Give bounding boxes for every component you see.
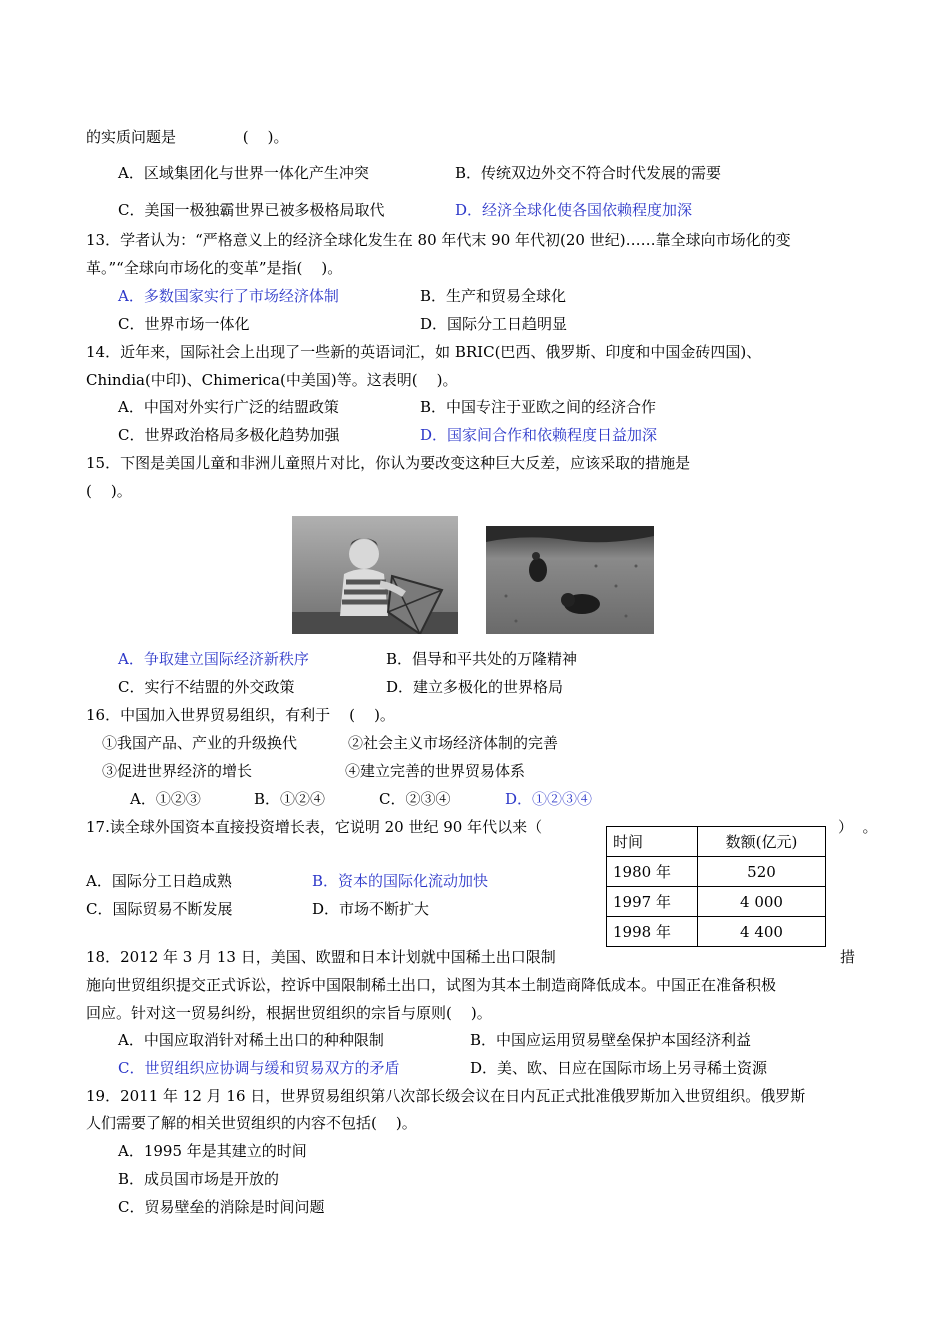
q19-stem-line1: 19．2011 年 12 月 16 日，世界贸易组织第八次部长级会议在日内瓦正式批准俄罗斯加入世贸组织。俄罗斯 bbox=[86, 1087, 806, 1105]
q14-option-b: B．中国专注于亚欧之间的经济合作 bbox=[420, 398, 657, 416]
q15-stem-line2: ( )。 bbox=[86, 482, 132, 500]
african-child-photo bbox=[486, 526, 654, 634]
q14-option-d: D．国家间合作和依赖程度日益加深 bbox=[420, 426, 658, 444]
q18-option-a: A．中国应取消针对稀土出口的种种限制 bbox=[118, 1031, 384, 1049]
q13-option-a: A．多数国家实行了市场经济体制 bbox=[118, 287, 339, 305]
table-cell: 520 bbox=[698, 857, 826, 887]
table-row bbox=[607, 857, 826, 887]
q15-option-c: C．实行不结盟的外交政策 bbox=[118, 678, 295, 696]
q12-option-a: A．区域集团化与世界一体化产生冲突 bbox=[118, 164, 369, 182]
q18-stem-line2: 施向世贸组织提交正式诉讼，控诉中国限制稀土出口，试图为其本土制造商降低成本。中国正在准备积极 bbox=[86, 976, 777, 994]
q19-option-c: C．贸易壁垒的消除是时间问题 bbox=[118, 1198, 325, 1216]
q15-stem-line1: 15．下图是美国儿童和非洲儿童照片对比，你认为要改变这种巨大反差，应该采取的措施是 bbox=[86, 454, 691, 472]
q13-stem-line2: 革。”“全球向市场化的变革”是指( )。 bbox=[86, 259, 343, 277]
q13-stem-line1: 13．学者认为：“严格意义上的经济全球化发生在 80 年代末 90 年代初(20 世纪)……靠全球向市场化的变 bbox=[86, 231, 791, 249]
q14-stem-line2: Chindia(中印)、Chimerica(中美国)等。这表明( )。 bbox=[86, 371, 458, 389]
q12-option-c: C．美国一极独霸世界已被多极格局取代 bbox=[118, 201, 385, 219]
table-header-cell: 数额(亿元) bbox=[698, 827, 826, 857]
q19-option-a: A．1995 年是其建立的时间 bbox=[118, 1142, 307, 1160]
q16-option-d: D．①②③④ bbox=[505, 790, 593, 808]
q13-option-d: D．国际分工日趋明显 bbox=[420, 315, 568, 333]
table-row bbox=[607, 887, 826, 917]
q14-option-c: C．世界政治格局多极化趋势加强 bbox=[118, 426, 340, 444]
american-child-photo bbox=[292, 516, 458, 634]
q13-option-b: B．生产和贸易全球化 bbox=[420, 287, 567, 305]
q14-option-a: A．中国对外实行广泛的结盟政策 bbox=[118, 398, 339, 416]
q16-option-b: B．①②④ bbox=[254, 790, 326, 808]
q17-option-a: A．国际分工日趋成熟 bbox=[86, 872, 232, 890]
q12-stem-tail: 的实质问题是 ( )。 bbox=[86, 128, 289, 146]
q12-option-b: B．传统双边外交不符合时代发展的需要 bbox=[455, 164, 722, 182]
q17-option-b: B．资本的国际化流动加快 bbox=[312, 872, 489, 890]
table-cell: 1997 年 bbox=[607, 887, 698, 917]
q18-stem-line1: 18．2012 年 3 月 13 日，美国、欧盟和日本计划就中国稀土出口限制 bbox=[86, 948, 556, 966]
q19-option-b: B．成员国市场是开放的 bbox=[118, 1170, 280, 1188]
q18-option-b: B．中国应运用贸易壁垒保护本国经济利益 bbox=[470, 1031, 752, 1049]
q17-option-c: C．国际贸易不断发展 bbox=[86, 900, 233, 918]
q17-option-d: D．市场不断扩大 bbox=[312, 900, 430, 918]
q14-stem-line1: 14．近年来，国际社会上出现了一些新的英语词汇，如 BRIC(巴西、俄罗斯、印度和中国金砖四国)、 bbox=[86, 343, 762, 361]
q16-option-a: A．①②③ bbox=[130, 790, 201, 808]
q16-item-4: ④建立完善的世界贸易体系 bbox=[345, 762, 526, 780]
q18-option-d: D．美、欧、日应在国际市场上另寻稀土资源 bbox=[470, 1059, 768, 1077]
q18-option-c: C．世贸组织应协调与缓和贸易双方的矛盾 bbox=[118, 1059, 400, 1077]
q16-item-3: ③促进世界经济的增长 bbox=[102, 762, 253, 780]
q16-item-2: ②社会主义市场经济体制的完善 bbox=[348, 734, 559, 752]
q15-option-a: A．争取建立国际经济新秩序 bbox=[118, 650, 309, 668]
table-cell: 4 400 bbox=[698, 917, 826, 947]
table-cell: 1998 年 bbox=[607, 917, 698, 947]
q17-stem-line1: 17.读全球外国资本直接投资增长表，它说明 20 世纪 90 年代以来（ bbox=[86, 818, 543, 836]
q15-option-d: D．建立多极化的世界格局 bbox=[386, 678, 564, 696]
q16-item-1: ①我国产品、产业的升级换代 bbox=[102, 734, 298, 752]
q17-stem-close: ） 。 bbox=[838, 818, 878, 836]
q19-stem-line2: 人们需要了解的相关世贸组织的内容不包括( )。 bbox=[86, 1114, 417, 1132]
q15-option-b: B．倡导和平共处的万隆精神 bbox=[386, 650, 578, 668]
table-cell: 4 000 bbox=[698, 887, 826, 917]
q12-option-d: D．经济全球化使各国依赖程度加深 bbox=[455, 201, 693, 219]
table-header-cell: 时间 bbox=[607, 827, 698, 857]
q18-stem-line1-tail: 措 bbox=[840, 948, 856, 966]
q16-option-c: C．②③④ bbox=[379, 790, 451, 808]
q13-option-c: C．世界市场一体化 bbox=[118, 315, 250, 333]
q18-stem-line3: 回应。针对这一贸易纠纷，根据世贸组织的宗旨与原则( )。 bbox=[86, 1004, 492, 1022]
table-header-row bbox=[607, 827, 826, 857]
table-cell: 1980 年 bbox=[607, 857, 698, 887]
investment-table bbox=[606, 826, 826, 947]
q16-stem-line1: 16．中国加入世界贸易组织，有利于 ( )。 bbox=[86, 706, 395, 724]
table-row bbox=[607, 917, 826, 947]
